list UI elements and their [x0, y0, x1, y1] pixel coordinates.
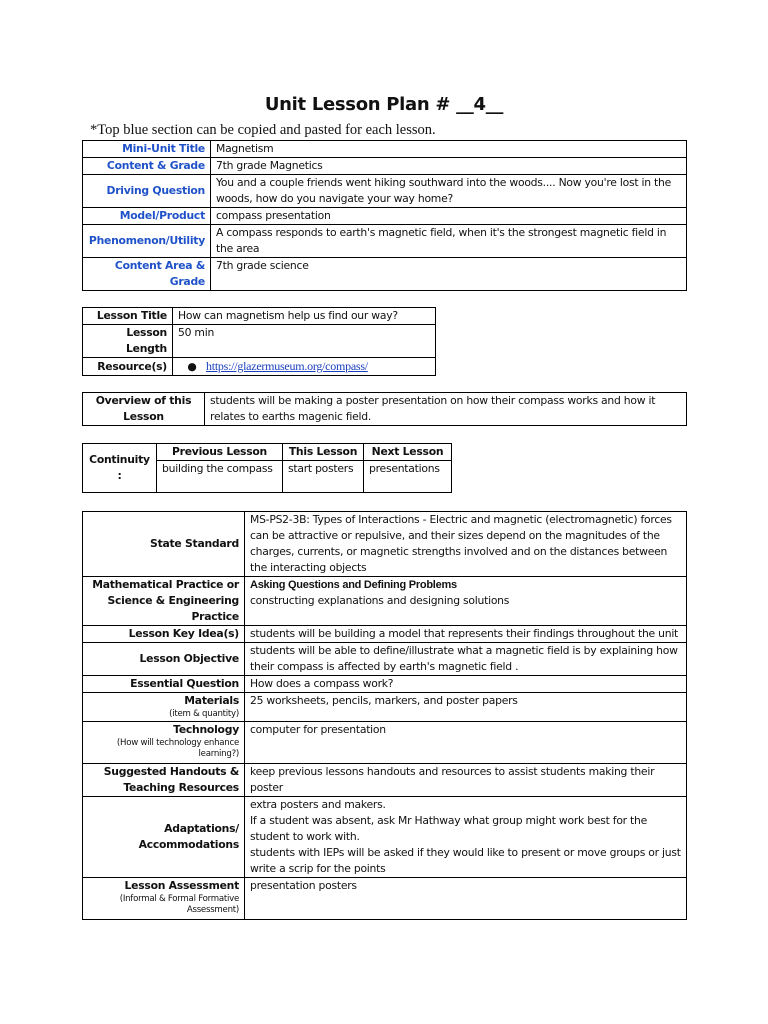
phenomenon-utility-value: A compass responds to earth's magnetic field, when it's the strongest magnetic field in the area [211, 225, 687, 258]
this-lesson-value: start posters [283, 461, 364, 493]
lesson-plan-table [82, 511, 687, 920]
materials-value: 25 worksheets, pencils, markers, and poster papers [245, 693, 687, 722]
adaptations-line: If a student was absent, ask Mr Hathway what group might work best for the student to work with. [250, 814, 648, 843]
handouts-value: keep previous lessons handouts and resources to assist students making their poster [245, 764, 687, 797]
overview-table [82, 392, 687, 426]
continuity-table [82, 443, 452, 493]
practice-value-secondary: constructing explanations and designing solutions [250, 594, 510, 607]
this-lesson-header: This Lesson [283, 444, 364, 461]
assessment-label: Lesson Assessment [124, 879, 239, 892]
essential-question-label: Essential Question [83, 676, 245, 693]
practice-value-primary: Asking Questions and Defining Problems [250, 579, 457, 591]
mini-unit-title-value: Magnetism [211, 141, 687, 158]
model-product-value: compass presentation [211, 208, 687, 225]
driving-question-value: You and a couple friends went hiking southward into the woods.... Now you're lost in the woods, how do you navigate your way home? [211, 175, 687, 208]
adaptations-value [245, 797, 687, 878]
assessment-value: presentation posters [245, 878, 687, 920]
assessment-sub: (Informal & Formal Formative Assessment) [119, 894, 239, 915]
mini-unit-title-label: Mini-Unit Title [83, 141, 211, 158]
adaptations-line: students with IEPs will be asked if they would like to present or move groups or just write a scrip for the points [250, 846, 681, 875]
handouts-label: Suggested Handouts & Teaching Resources [83, 764, 245, 797]
adaptations-label: Adaptations/ Accommodations [83, 797, 245, 878]
state-standard-label: State Standard [83, 512, 245, 577]
page-title: Unit Lesson Plan # __4__ [264, 94, 504, 115]
content-grade-label: Content & Grade [83, 158, 211, 175]
technology-cell [83, 722, 245, 764]
content-area-grade-label: Content Area & Grade [83, 258, 211, 291]
next-lesson-header: Next Lesson [364, 444, 452, 461]
bullet-icon: ● [187, 360, 197, 373]
next-lesson-value: presentations [364, 461, 452, 493]
lesson-title-value: How can magnetism help us find our way? [173, 308, 436, 325]
practice-value [245, 577, 687, 626]
key-idea-label: Lesson Key Idea(s) [83, 626, 245, 643]
content-area-grade-value: 7th grade science [211, 258, 687, 291]
essential-question-value: How does a compass work? [245, 676, 687, 693]
previous-lesson-value: building the compass [157, 461, 283, 493]
assessment-cell [83, 878, 245, 920]
continuity-label: Continuity : [83, 444, 157, 493]
lesson-info-table [82, 307, 436, 376]
overview-value: students will be making a poster presentation on how their compass works and how it relates to earths magenic field. [205, 393, 687, 426]
model-product-label: Model/Product [83, 208, 211, 225]
technology-value: computer for presentation [245, 722, 687, 764]
technology-sub: (How will technology enhance learning?) [116, 738, 239, 759]
driving-question-label: Driving Question [83, 175, 211, 208]
previous-lesson-header: Previous Lesson [157, 444, 283, 461]
lesson-length-value: 50 min [173, 325, 436, 358]
resource-link[interactable]: https://glazermuseum.org/compass/ [206, 359, 368, 373]
resources-value [173, 358, 436, 376]
overview-label: Overview of this Lesson [83, 393, 205, 426]
technology-label: Technology [173, 723, 239, 736]
content-grade-value: 7th grade Magnetics [211, 158, 687, 175]
state-standard-value: MS-PS2-3B: Types of Interactions - Electric and magnetic (electromagnetic) forces can be attractive or repulsive, and their sizes depend on the magnitudes of the charges, currents, or magnetic strengths involved and on the distances between the interacting objects [245, 512, 687, 577]
adaptations-line: extra posters and makers. [250, 798, 386, 811]
materials-sub: (item & quantity) [169, 709, 239, 719]
lesson-length-label: Lesson Length [83, 325, 173, 358]
phenomenon-utility-label: Phenomenon/Utility [83, 225, 211, 258]
unit-info-table [82, 140, 687, 291]
materials-cell [83, 693, 245, 722]
practice-label: Mathematical Practice or Science & Engineering Practice [83, 577, 245, 626]
key-idea-value: students will be building a model that represents their findings throughout the unit [245, 626, 687, 643]
copy-note: *Top blue section can be copied and pasted for each lesson. [90, 122, 436, 138]
resources-label: Resource(s) [83, 358, 173, 376]
materials-label: Materials [184, 694, 239, 707]
objective-value: students will be able to define/illustrate what a magnetic field is by explaining how their compass is affected by earth's magnetic field . [245, 643, 687, 676]
objective-label: Lesson Objective [83, 643, 245, 676]
lesson-title-label: Lesson Title [83, 308, 173, 325]
